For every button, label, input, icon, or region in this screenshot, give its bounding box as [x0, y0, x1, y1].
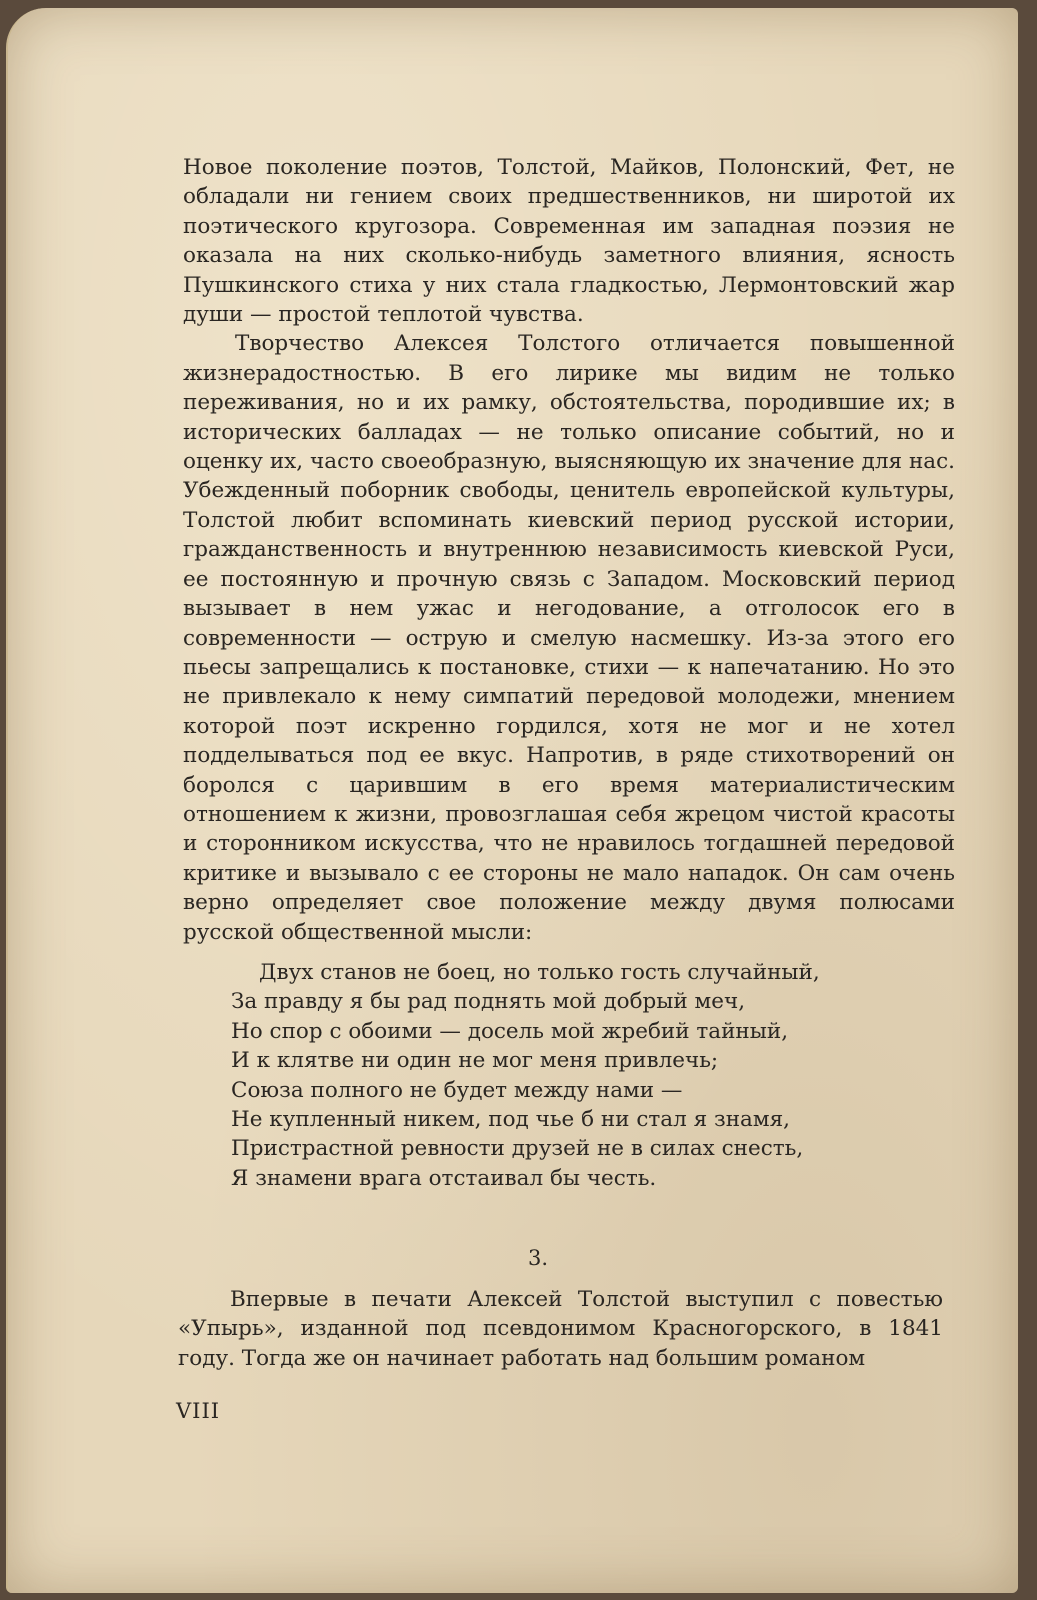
- page-number: VIII: [176, 1399, 221, 1423]
- poem-line: Союза полного не будет между нами —: [231, 1077, 683, 1103]
- section-number: 3.: [528, 1246, 549, 1270]
- poem-line: И к клятве ни один не мог меня привлечь;: [231, 1048, 719, 1074]
- paragraph: Новое поколение поэтов, Толстой, Майков, Полонский, Фет, не обладали ни гением своих предшественников, ни широтой их поэтического кругозора. Современная им западная поэзия не оказала на них сколько-нибудь заметного влияния, ясность Пушкинского стиха у них стала гладкостью, Лермонтовский жар души — простой теплотой чувства.: [183, 155, 955, 328]
- paragraph: Творчество Алексея Толстого отличается повышенной жизнерадостностью. В его лирике мы видим не только переживания, но и их рамку, обстоятельства, породившие их; в исторических балладах — не только описание событий, но и оценку их, часто своеобразную, выясняющую их значение для нас. Убежденный поборник свободы, ценитель европейской культуры, Толстой любит вспоминать киевский период русской истории, гражданственность и внутреннюю независимость киевской Руси, ее постоянную и прочную связь с Западом. Московский период вызывает в нем ужас и негодование, а отголосок его в современности — острую и смелую насмешку. Из-за этого его пьесы запрещались к постановке, стихи — к напечатанию. Но это не привлекало к нему симпатий передовой молодежи, мнением которой поэт искренно гордился, хотя не мог и не хотел подделываться под ее вкус. Напротив, в ряде стихотворений он боролся с царившим в его время материалистическим отношением к жизни, провозглашая себя жрецом чистой красоты и сторонником искусства, что не нравилось тогдашней передовой критике и вызывало с ее стороны не мало нападок. Он сам очень верно определяет свое положение между двумя полюсами русской общественной мысли:: [183, 331, 955, 945]
- poem-line: Пристрастной ревности друзей не в силах снесть,: [231, 1136, 804, 1162]
- poem-line: Не купленный никем, под чье б ни стал я знамя,: [231, 1107, 790, 1132]
- main-text: [183, 153, 955, 1193]
- paragraph: Впервые в печати Алексей Толстой выступил с повестью «Упырь», изданной под псевдонимом Красногорского, в 1841 году. Тогда же он начинает работать над большим романом: [178, 1287, 943, 1371]
- poem: [231, 958, 955, 1193]
- book-page: [6, 8, 1018, 1593]
- poem-line: Двух станов не боец, но только гость случайный,: [259, 959, 820, 985]
- poem-line: Я знамени врага отстаивал бы честь.: [231, 1165, 657, 1191]
- poem-line: Но спор с обоими — досель мой жребий тайный,: [231, 1018, 789, 1044]
- poem-line: За правду я бы рад поднять мой добрый меч,: [231, 989, 746, 1015]
- section-text: [178, 1285, 943, 1373]
